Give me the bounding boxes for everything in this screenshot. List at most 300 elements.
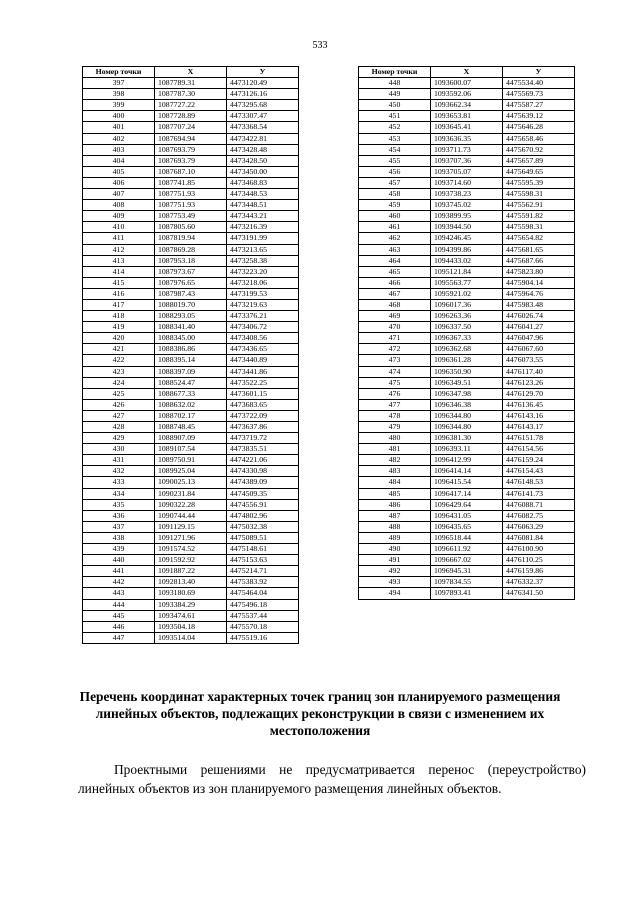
y-coordinate-cell: 4475639.12 xyxy=(503,111,575,122)
y-coordinate-cell: 4476026.74 xyxy=(503,311,575,322)
y-coordinate-cell: 4474389.09 xyxy=(227,477,299,488)
table-row xyxy=(359,311,575,322)
table-row xyxy=(83,444,299,455)
y-coordinate-cell: 4473295.68 xyxy=(227,100,299,111)
x-coordinate-cell: 1096381.30 xyxy=(431,433,503,444)
point-number-cell: 428 xyxy=(83,422,155,433)
table-row xyxy=(359,133,575,144)
table-row xyxy=(359,322,575,333)
table-row xyxy=(83,189,299,200)
y-coordinate-cell: 4473637.86 xyxy=(227,422,299,433)
x-coordinate-cell: 1093514.04 xyxy=(155,632,227,643)
y-coordinate-cell: 4474556.91 xyxy=(227,499,299,510)
table-row xyxy=(83,133,299,144)
x-coordinate-cell: 1088748.45 xyxy=(155,422,227,433)
point-number-cell: 419 xyxy=(83,322,155,333)
table-row xyxy=(83,155,299,166)
point-number-cell: 410 xyxy=(83,222,155,233)
y-coordinate-cell: 4476088.71 xyxy=(503,499,575,510)
x-coordinate-cell: 1090231.84 xyxy=(155,488,227,499)
y-coordinate-cell: 4474509.35 xyxy=(227,488,299,499)
coordinates-table-left xyxy=(82,66,299,644)
point-number-cell: 486 xyxy=(359,499,431,510)
y-coordinate-cell: 4476143.16 xyxy=(503,410,575,421)
point-number-cell: 406 xyxy=(83,177,155,188)
table-row xyxy=(83,255,299,266)
table-row xyxy=(359,510,575,521)
x-coordinate-cell: 1094246.45 xyxy=(431,233,503,244)
point-number-cell: 470 xyxy=(359,322,431,333)
x-coordinate-cell: 1088907.09 xyxy=(155,433,227,444)
x-coordinate-cell: 1093600.07 xyxy=(431,78,503,89)
table-row xyxy=(359,466,575,477)
point-number-cell: 455 xyxy=(359,155,431,166)
x-coordinate-cell: 1087687.10 xyxy=(155,166,227,177)
point-number-cell: 404 xyxy=(83,155,155,166)
table-row xyxy=(83,499,299,510)
table-row xyxy=(83,577,299,588)
x-coordinate-cell: 1094433.02 xyxy=(431,255,503,266)
body-paragraph: Проектными решениями не предусматривается перенос (переустройство) линейных объектов из зон планируемого размещения линейных объектов. xyxy=(78,762,586,796)
y-coordinate-cell: 4475537.44 xyxy=(227,610,299,621)
table-row xyxy=(83,455,299,466)
x-coordinate-cell: 1087727.22 xyxy=(155,100,227,111)
table-row xyxy=(83,388,299,399)
point-number-cell: 409 xyxy=(83,211,155,222)
table-row xyxy=(359,177,575,188)
table-row xyxy=(83,222,299,233)
x-coordinate-cell: 1088524.47 xyxy=(155,377,227,388)
x-coordinate-cell: 1088632.02 xyxy=(155,399,227,410)
table-row xyxy=(83,344,299,355)
y-coordinate-cell: 4475598.31 xyxy=(503,222,575,233)
x-coordinate-cell: 1093745.02 xyxy=(431,200,503,211)
point-number-cell: 442 xyxy=(83,577,155,588)
y-coordinate-cell: 4476082.75 xyxy=(503,510,575,521)
table-row xyxy=(83,599,299,610)
table-row xyxy=(83,422,299,433)
x-coordinate-cell: 1093944.50 xyxy=(431,222,503,233)
x-coordinate-cell: 1095921.02 xyxy=(431,288,503,299)
x-coordinate-cell: 1088397.09 xyxy=(155,366,227,377)
y-coordinate-cell: 4476159.86 xyxy=(503,566,575,577)
x-coordinate-cell: 1091129.15 xyxy=(155,521,227,532)
point-number-cell: 494 xyxy=(359,588,431,599)
point-number-cell: 458 xyxy=(359,189,431,200)
y-coordinate-cell: 4476332.37 xyxy=(503,577,575,588)
point-number-cell: 400 xyxy=(83,111,155,122)
table-row xyxy=(359,444,575,455)
point-number-cell: 437 xyxy=(83,521,155,532)
x-coordinate-cell: 1087751.93 xyxy=(155,189,227,200)
x-coordinate-cell: 1096414.14 xyxy=(431,466,503,477)
x-coordinate-cell: 1088386.86 xyxy=(155,344,227,355)
point-number-cell: 481 xyxy=(359,444,431,455)
y-coordinate-cell: 4475214.71 xyxy=(227,566,299,577)
y-coordinate-cell: 4473307.47 xyxy=(227,111,299,122)
table-row xyxy=(83,166,299,177)
table-row xyxy=(359,377,575,388)
y-coordinate-cell: 4473216.39 xyxy=(227,222,299,233)
x-coordinate-cell: 1093474.61 xyxy=(155,610,227,621)
point-number-cell: 482 xyxy=(359,455,431,466)
y-coordinate-cell: 4475383.92 xyxy=(227,577,299,588)
table-row xyxy=(83,510,299,521)
x-coordinate-cell: 1093636.35 xyxy=(431,133,503,144)
y-coordinate-cell: 4473120.49 xyxy=(227,78,299,89)
table-row xyxy=(83,466,299,477)
table-row xyxy=(359,422,575,433)
header-x: X xyxy=(431,67,503,78)
table-row xyxy=(359,333,575,344)
table-row xyxy=(83,288,299,299)
table-row xyxy=(359,166,575,177)
x-coordinate-cell: 1096611.92 xyxy=(431,544,503,555)
table-row xyxy=(359,544,575,555)
y-coordinate-cell: 4473450.00 xyxy=(227,166,299,177)
table-row xyxy=(359,244,575,255)
table-row xyxy=(83,177,299,188)
table-row xyxy=(83,521,299,532)
x-coordinate-cell: 1087694.94 xyxy=(155,133,227,144)
y-coordinate-cell: 4475823.80 xyxy=(503,266,575,277)
y-coordinate-cell: 4476063.29 xyxy=(503,521,575,532)
table-row xyxy=(83,566,299,577)
table-row xyxy=(83,377,299,388)
x-coordinate-cell: 1087819.94 xyxy=(155,233,227,244)
table-row xyxy=(359,144,575,155)
point-number-cell: 460 xyxy=(359,211,431,222)
point-number-cell: 452 xyxy=(359,122,431,133)
point-number-cell: 418 xyxy=(83,311,155,322)
header-y: У xyxy=(503,67,575,78)
point-number-cell: 453 xyxy=(359,133,431,144)
table-row xyxy=(359,266,575,277)
point-number-cell: 456 xyxy=(359,166,431,177)
point-number-cell: 399 xyxy=(83,100,155,111)
y-coordinate-cell: 4473191.99 xyxy=(227,233,299,244)
y-coordinate-cell: 4475681.65 xyxy=(503,244,575,255)
x-coordinate-cell: 1087751.93 xyxy=(155,200,227,211)
point-number-cell: 483 xyxy=(359,466,431,477)
point-number-cell: 445 xyxy=(83,610,155,621)
point-number-cell: 488 xyxy=(359,521,431,532)
y-coordinate-cell: 4475670.92 xyxy=(503,144,575,155)
table-row xyxy=(83,111,299,122)
x-coordinate-cell: 1091271.96 xyxy=(155,532,227,543)
x-coordinate-cell: 1093711.73 xyxy=(431,144,503,155)
x-coordinate-cell: 1091574.52 xyxy=(155,544,227,555)
table-row xyxy=(359,78,575,89)
x-coordinate-cell: 1096431.05 xyxy=(431,510,503,521)
x-coordinate-cell: 1096429.64 xyxy=(431,499,503,510)
y-coordinate-cell: 4475591.82 xyxy=(503,211,575,222)
point-number-cell: 431 xyxy=(83,455,155,466)
point-number-cell: 473 xyxy=(359,355,431,366)
y-coordinate-cell: 4473436.65 xyxy=(227,344,299,355)
y-coordinate-cell: 4475595.39 xyxy=(503,177,575,188)
x-coordinate-cell: 1087753.49 xyxy=(155,211,227,222)
x-coordinate-cell: 1090322.28 xyxy=(155,499,227,510)
x-coordinate-cell: 1087707.24 xyxy=(155,122,227,133)
y-coordinate-cell: 4473835.51 xyxy=(227,444,299,455)
point-number-cell: 469 xyxy=(359,311,431,322)
x-coordinate-cell: 1096945.31 xyxy=(431,566,503,577)
point-number-cell: 434 xyxy=(83,488,155,499)
y-coordinate-cell: 4475534.40 xyxy=(503,78,575,89)
table-row xyxy=(359,388,575,399)
table-row xyxy=(83,632,299,643)
y-coordinate-cell: 4473440.89 xyxy=(227,355,299,366)
table-row xyxy=(83,311,299,322)
table-row xyxy=(359,111,575,122)
y-coordinate-cell: 4476041.27 xyxy=(503,322,575,333)
table-row xyxy=(359,189,575,200)
table-row xyxy=(359,555,575,566)
x-coordinate-cell: 1095563.77 xyxy=(431,277,503,288)
point-number-cell: 415 xyxy=(83,277,155,288)
header-point-number: Номер точки xyxy=(83,67,155,78)
point-number-cell: 476 xyxy=(359,388,431,399)
table-row xyxy=(83,89,299,100)
point-number-cell: 471 xyxy=(359,333,431,344)
point-number-cell: 413 xyxy=(83,255,155,266)
coordinates-table-right xyxy=(358,66,575,600)
table-row xyxy=(359,100,575,111)
point-number-cell: 454 xyxy=(359,144,431,155)
x-coordinate-cell: 1094399.86 xyxy=(431,244,503,255)
point-number-cell: 478 xyxy=(359,410,431,421)
y-coordinate-cell: 4473468.83 xyxy=(227,177,299,188)
table-row xyxy=(359,299,575,310)
point-number-cell: 490 xyxy=(359,544,431,555)
table-row xyxy=(359,521,575,532)
y-coordinate-cell: 4475148.61 xyxy=(227,544,299,555)
table-body-left xyxy=(83,78,299,644)
point-number-cell: 468 xyxy=(359,299,431,310)
table-row xyxy=(359,355,575,366)
point-number-cell: 433 xyxy=(83,477,155,488)
x-coordinate-cell: 1088702.17 xyxy=(155,410,227,421)
y-coordinate-cell: 4473408.56 xyxy=(227,333,299,344)
point-number-cell: 425 xyxy=(83,388,155,399)
point-number-cell: 441 xyxy=(83,566,155,577)
table-header-row xyxy=(359,67,575,78)
y-coordinate-cell: 4476123.26 xyxy=(503,377,575,388)
table-row xyxy=(83,410,299,421)
point-number-cell: 412 xyxy=(83,244,155,255)
x-coordinate-cell: 1087805.60 xyxy=(155,222,227,233)
y-coordinate-cell: 4476136.45 xyxy=(503,399,575,410)
x-coordinate-cell: 1096344.80 xyxy=(431,422,503,433)
y-coordinate-cell: 4473601.15 xyxy=(227,388,299,399)
y-coordinate-cell: 4475657.89 xyxy=(503,155,575,166)
y-coordinate-cell: 4475646.28 xyxy=(503,122,575,133)
y-coordinate-cell: 4475562.91 xyxy=(503,200,575,211)
table-row xyxy=(83,399,299,410)
point-number-cell: 436 xyxy=(83,510,155,521)
x-coordinate-cell: 1093899.95 xyxy=(431,211,503,222)
y-coordinate-cell: 4476154.43 xyxy=(503,466,575,477)
header-point-number: Номер точки xyxy=(359,67,431,78)
y-coordinate-cell: 4476129.70 xyxy=(503,388,575,399)
point-number-cell: 449 xyxy=(359,89,431,100)
point-number-cell: 443 xyxy=(83,588,155,599)
header-y: У xyxy=(227,67,299,78)
table-row xyxy=(83,211,299,222)
y-coordinate-cell: 4473218.06 xyxy=(227,277,299,288)
point-number-cell: 402 xyxy=(83,133,155,144)
table-row xyxy=(83,200,299,211)
point-number-cell: 416 xyxy=(83,288,155,299)
y-coordinate-cell: 4473219.63 xyxy=(227,299,299,310)
point-number-cell: 444 xyxy=(83,599,155,610)
table-row xyxy=(83,244,299,255)
point-number-cell: 492 xyxy=(359,566,431,577)
table-row xyxy=(83,366,299,377)
y-coordinate-cell: 4476141.73 xyxy=(503,488,575,499)
x-coordinate-cell: 1096344.80 xyxy=(431,410,503,421)
point-number-cell: 477 xyxy=(359,399,431,410)
point-number-cell: 426 xyxy=(83,399,155,410)
table-row xyxy=(83,433,299,444)
y-coordinate-cell: 4475089.51 xyxy=(227,532,299,543)
x-coordinate-cell: 1093738.23 xyxy=(431,189,503,200)
point-number-cell: 472 xyxy=(359,344,431,355)
point-number-cell: 464 xyxy=(359,255,431,266)
table-row xyxy=(359,211,575,222)
table-row xyxy=(359,588,575,599)
y-coordinate-cell: 4475570.18 xyxy=(227,621,299,632)
point-number-cell: 421 xyxy=(83,344,155,355)
x-coordinate-cell: 1093504.18 xyxy=(155,621,227,632)
point-number-cell: 440 xyxy=(83,555,155,566)
y-coordinate-cell: 4475654.82 xyxy=(503,233,575,244)
y-coordinate-cell: 4474221.06 xyxy=(227,455,299,466)
table-row xyxy=(359,477,575,488)
y-coordinate-cell: 4476151.78 xyxy=(503,433,575,444)
x-coordinate-cell: 1096362.68 xyxy=(431,344,503,355)
point-number-cell: 439 xyxy=(83,544,155,555)
x-coordinate-cell: 1093653.81 xyxy=(431,111,503,122)
page-number: 533 xyxy=(312,40,328,51)
x-coordinate-cell: 1096412.99 xyxy=(431,455,503,466)
table-row xyxy=(83,477,299,488)
table-body-right xyxy=(359,78,575,599)
y-coordinate-cell: 4475153.63 xyxy=(227,555,299,566)
y-coordinate-cell: 4475687.66 xyxy=(503,255,575,266)
y-coordinate-cell: 4473213.65 xyxy=(227,244,299,255)
y-coordinate-cell: 4473199.53 xyxy=(227,288,299,299)
table-row xyxy=(359,288,575,299)
table-row xyxy=(359,344,575,355)
x-coordinate-cell: 1096518.44 xyxy=(431,532,503,543)
x-coordinate-cell: 1093592.06 xyxy=(431,89,503,100)
y-coordinate-cell: 4473722.09 xyxy=(227,410,299,421)
point-number-cell: 411 xyxy=(83,233,155,244)
point-number-cell: 403 xyxy=(83,144,155,155)
y-coordinate-cell: 4476148.53 xyxy=(503,477,575,488)
y-coordinate-cell: 4473126.16 xyxy=(227,89,299,100)
point-number-cell: 463 xyxy=(359,244,431,255)
y-coordinate-cell: 4473422.81 xyxy=(227,133,299,144)
point-number-cell: 461 xyxy=(359,222,431,233)
x-coordinate-cell: 1087741.85 xyxy=(155,177,227,188)
table-row xyxy=(83,299,299,310)
x-coordinate-cell: 1087787.30 xyxy=(155,89,227,100)
point-number-cell: 408 xyxy=(83,200,155,211)
table-row xyxy=(359,222,575,233)
point-number-cell: 429 xyxy=(83,433,155,444)
x-coordinate-cell: 1096346.38 xyxy=(431,399,503,410)
point-number-cell: 407 xyxy=(83,189,155,200)
point-number-cell: 480 xyxy=(359,433,431,444)
point-number-cell: 450 xyxy=(359,100,431,111)
x-coordinate-cell: 1093662.34 xyxy=(431,100,503,111)
y-coordinate-cell: 4475658.46 xyxy=(503,133,575,144)
point-number-cell: 487 xyxy=(359,510,431,521)
point-number-cell: 417 xyxy=(83,299,155,310)
y-coordinate-cell: 4475496.18 xyxy=(227,599,299,610)
x-coordinate-cell: 1093384.29 xyxy=(155,599,227,610)
y-coordinate-cell: 4476067.60 xyxy=(503,344,575,355)
table-row xyxy=(83,333,299,344)
point-number-cell: 405 xyxy=(83,166,155,177)
y-coordinate-cell: 4473522.25 xyxy=(227,377,299,388)
y-coordinate-cell: 4474330.98 xyxy=(227,466,299,477)
x-coordinate-cell: 1090744.44 xyxy=(155,510,227,521)
x-coordinate-cell: 1089107.54 xyxy=(155,444,227,455)
y-coordinate-cell: 4475964.76 xyxy=(503,288,575,299)
x-coordinate-cell: 1088677.33 xyxy=(155,388,227,399)
x-coordinate-cell: 1087953.18 xyxy=(155,255,227,266)
y-coordinate-cell: 4476073.55 xyxy=(503,355,575,366)
table-row xyxy=(359,89,575,100)
y-coordinate-cell: 4475569.73 xyxy=(503,89,575,100)
x-coordinate-cell: 1089750.91 xyxy=(155,455,227,466)
table-row xyxy=(83,277,299,288)
x-coordinate-cell: 1096263.36 xyxy=(431,311,503,322)
x-coordinate-cell: 1088345.00 xyxy=(155,333,227,344)
y-coordinate-cell: 4473428.48 xyxy=(227,144,299,155)
table-row xyxy=(83,322,299,333)
y-coordinate-cell: 4474802.96 xyxy=(227,510,299,521)
x-coordinate-cell: 1097893.41 xyxy=(431,588,503,599)
y-coordinate-cell: 4476154.56 xyxy=(503,444,575,455)
table-row xyxy=(359,200,575,211)
y-coordinate-cell: 4476341.50 xyxy=(503,588,575,599)
table-row xyxy=(359,155,575,166)
x-coordinate-cell: 1087728.89 xyxy=(155,111,227,122)
x-coordinate-cell: 1096337.50 xyxy=(431,322,503,333)
y-coordinate-cell: 4476143.17 xyxy=(503,422,575,433)
y-coordinate-cell: 4476159.24 xyxy=(503,455,575,466)
table-row xyxy=(83,555,299,566)
y-coordinate-cell: 4473683.65 xyxy=(227,399,299,410)
point-number-cell: 423 xyxy=(83,366,155,377)
x-coordinate-cell: 1087789.31 xyxy=(155,78,227,89)
point-number-cell: 401 xyxy=(83,122,155,133)
point-number-cell: 451 xyxy=(359,111,431,122)
x-coordinate-cell: 1091887.22 xyxy=(155,566,227,577)
x-coordinate-cell: 1087987.43 xyxy=(155,288,227,299)
x-coordinate-cell: 1096393.11 xyxy=(431,444,503,455)
y-coordinate-cell: 4475519.16 xyxy=(227,632,299,643)
point-number-cell: 420 xyxy=(83,333,155,344)
point-number-cell: 430 xyxy=(83,444,155,455)
table-row xyxy=(359,577,575,588)
point-number-cell: 424 xyxy=(83,377,155,388)
